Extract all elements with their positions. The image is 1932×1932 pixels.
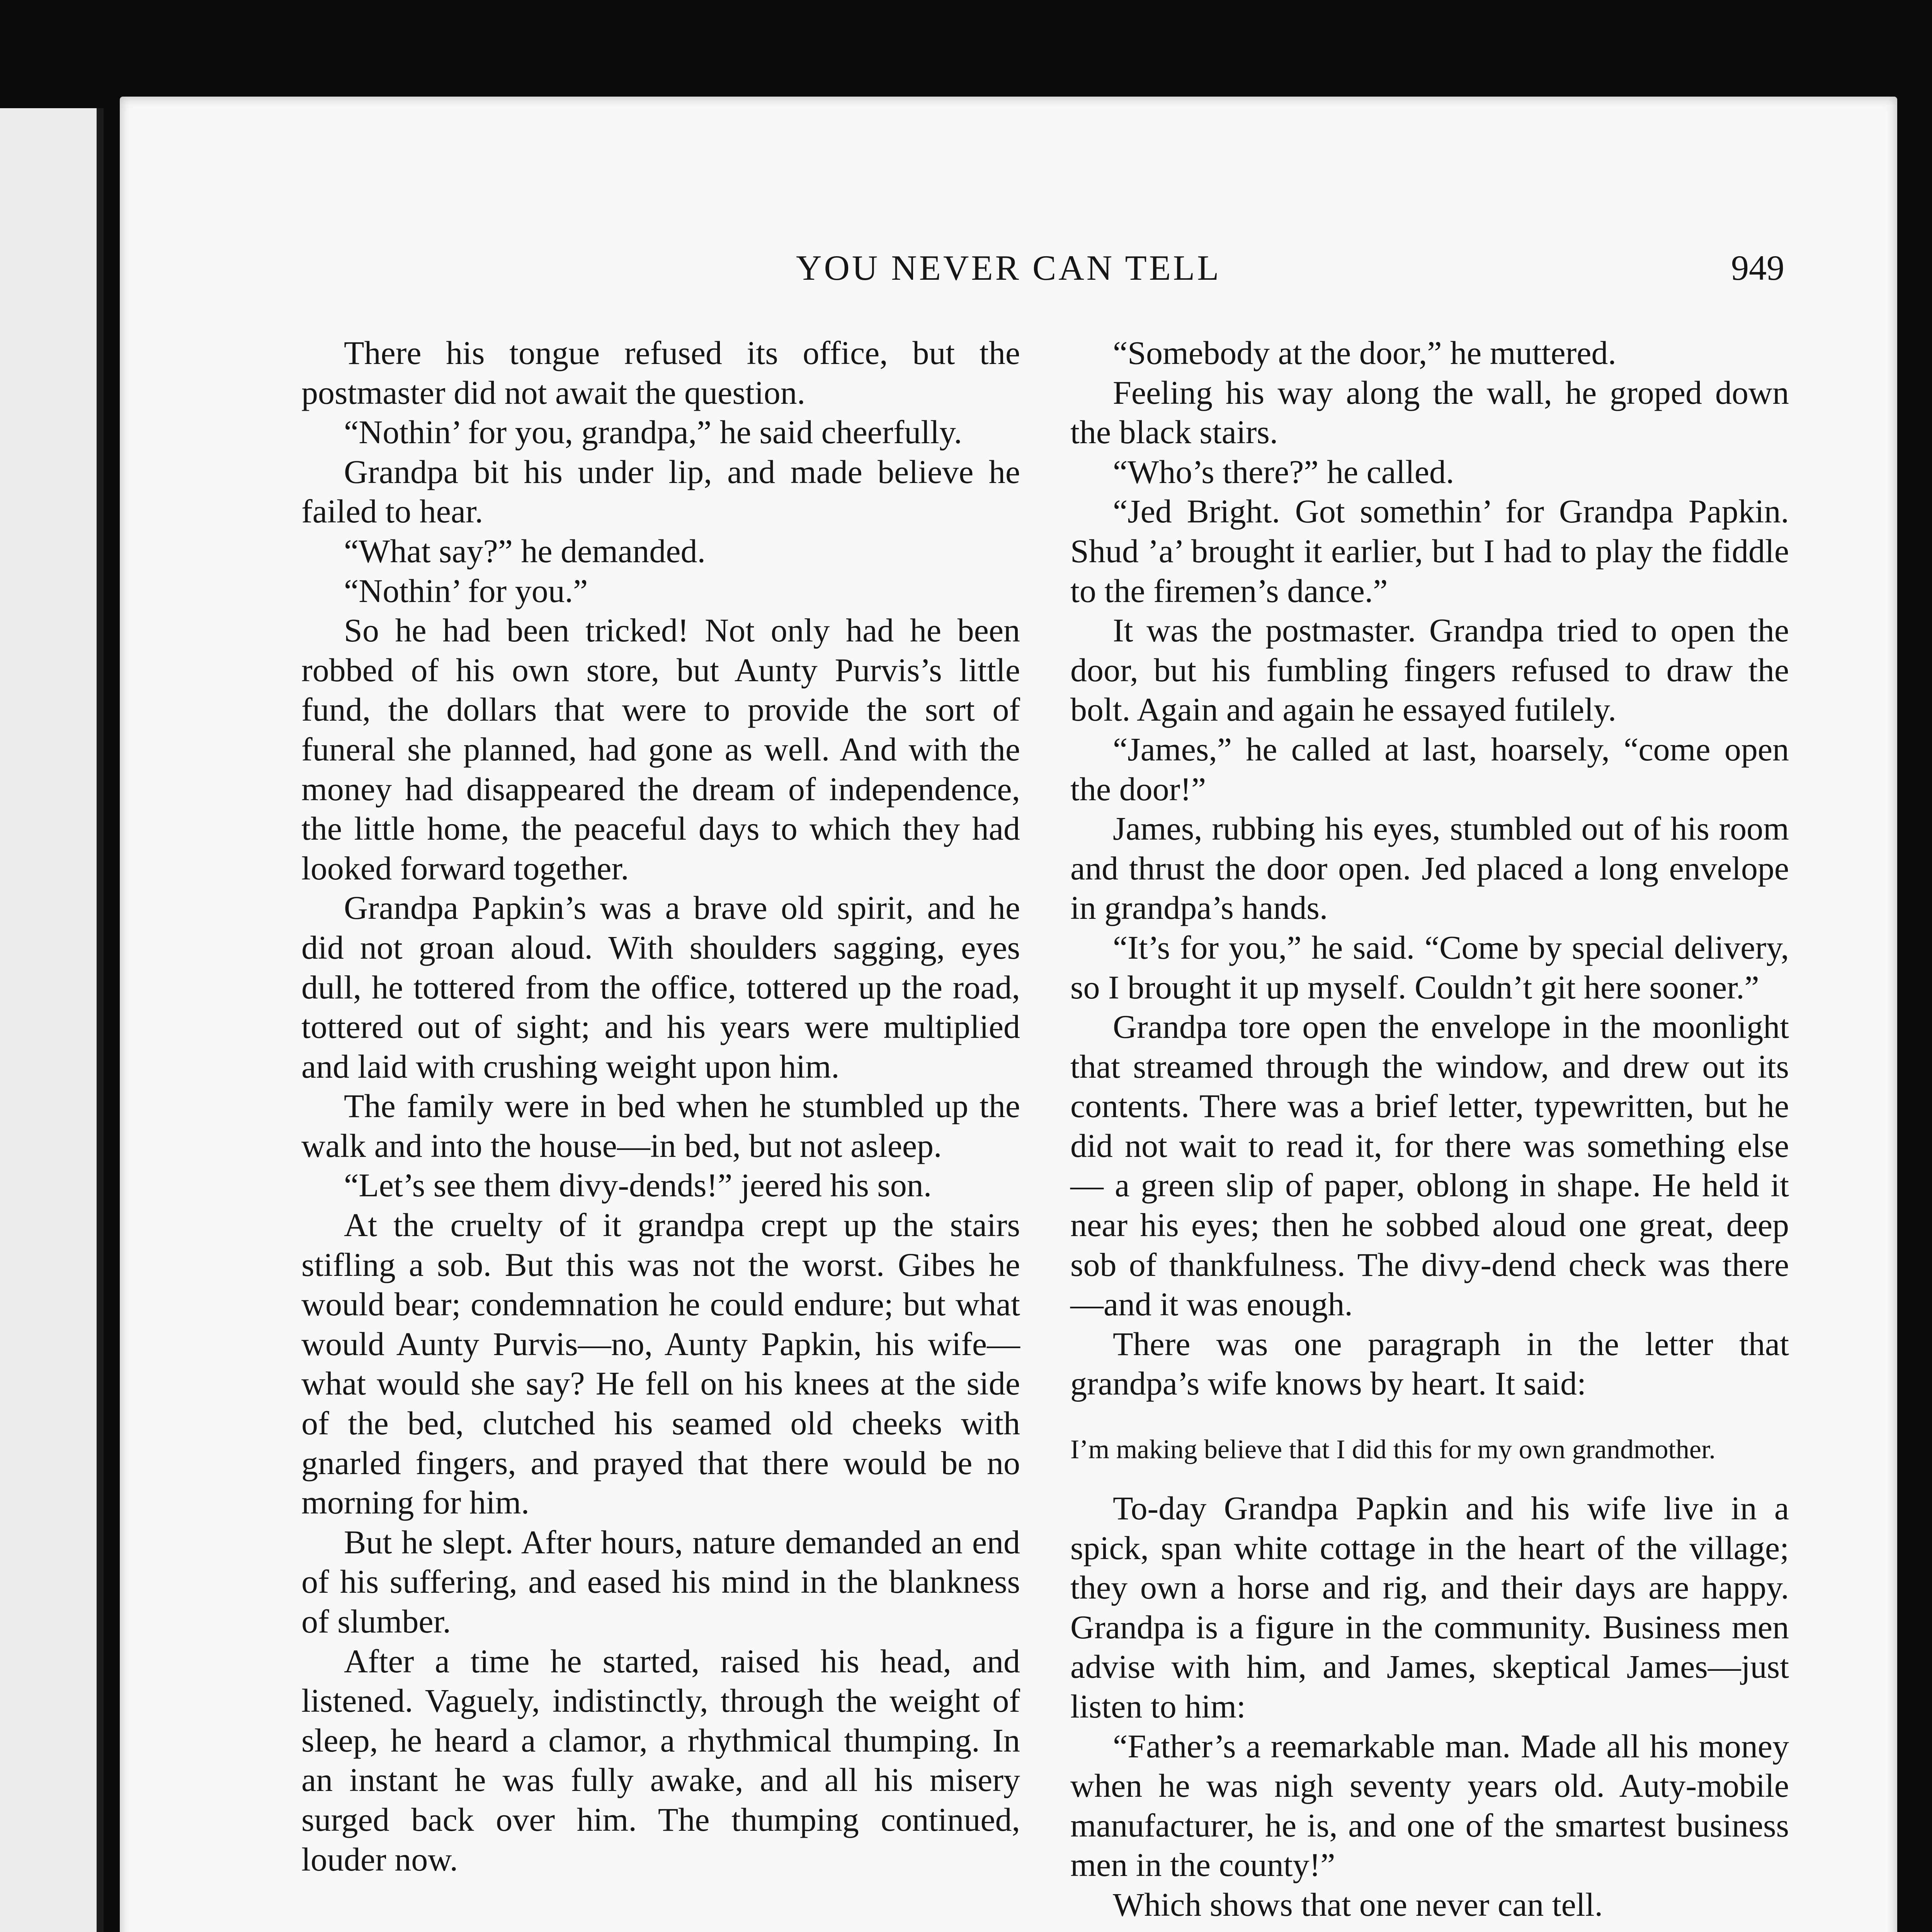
story-paragraph: Which shows that one never can tell. xyxy=(1113,1886,1603,1923)
story-paragraph: “Somebody at the door,” he muttered. xyxy=(1113,334,1616,371)
story-paragraph: James, rubbing his eyes, stumbled out of his room and thrust the door open. Jed placed a long envelope in grandpa’s hands. xyxy=(1070,810,1789,927)
running-title: YOU NEVER CAN TELL xyxy=(796,248,1221,287)
story-paragraph: To-day Grandpa Papkin and his wife live in a spick, span white cottage in the heart of the village; they own a horse and rig, and their days are happy. Grandpa is a figure in the community. Business men advise with him, and James, skeptical James—just listen to him: xyxy=(1070,1490,1789,1725)
facing-page-edge xyxy=(0,108,104,1932)
story-paragraph: “Nothin’ for you, grandpa,” he said cheerfully. xyxy=(344,413,962,451)
story-paragraph: So he had been tricked! Not only had he been robbed of his own store, but Aunty Purvis’s little fund, the dollars that were to provide the sort of funeral she planned, had gone as well. And with the money had disappeared the dream of independence, the little home, the peaceful days to which they had looked forward together. xyxy=(301,612,1020,887)
letter-quote: I’m making believe that I did this for my own grandmother. xyxy=(1070,1435,1716,1465)
story-paragraph: “James,” he called at last, hoarsely, “come open the door!” xyxy=(1070,730,1789,808)
story-paragraph: But he slept. After hours, nature demanded an end of his suffering, and eased his mind in the blankness of slumber. xyxy=(301,1523,1020,1640)
story-paragraph: “It’s for you,” he said. “Come by special delivery, so I brought it up myself. Couldn’t git here sooner.” xyxy=(1070,929,1789,1006)
story-paragraph: Grandpa Papkin’s was a brave old spirit, and he did not groan aloud. With shoulders sagging, eyes dull, he tottered from the office, tottered up the road, tottered out of sight; and his years were multiplied and laid with crushing weight upon him. xyxy=(301,889,1020,1085)
story-paragraph: “Jed Bright. Got somethin’ for Grandpa Papkin. Shud ’a’ brought it earlier, but I had to play the fiddle to the firemen’s dance.” xyxy=(1070,493,1789,609)
story-paragraph: “Let’s see them divy-dends!” jeered his son. xyxy=(344,1167,932,1204)
story-paragraph: “Nothin’ for you.” xyxy=(344,572,588,609)
story-right-column xyxy=(1070,333,1789,1925)
story-paragraph: “Father’s a reemarkable man. Made all his money when he was nigh seventy years old. Auty-mobile manufacturer, he is, and one of the smartest business men in the county!” xyxy=(1070,1727,1789,1884)
story-paragraph: “Who’s there?” he called. xyxy=(1113,453,1454,490)
story-paragraph: There was one paragraph in the letter that grandpa’s wife knows by heart. It said: xyxy=(1070,1325,1789,1402)
story-paragraph: After a time he started, raised his head, and listened. Vaguely, indistinctly, through the weight of sleep, he heard a clamor, a rhythmical thumping. In an instant he was fully awake, and all his misery surged back over him. The thumping continued, louder now. xyxy=(301,1642,1020,1878)
page-number: 949 xyxy=(1731,248,1784,287)
story-paragraph: The family were in bed when he stumbled up the walk and into the house—in bed, but not asleep. xyxy=(301,1087,1020,1164)
story-paragraph: Grandpa tore open the envelope in the moonlight that streamed through the window, and drew out its contents. There was a brief letter, typewritten, but he did not wait to read it, for there was something else — a green slip of paper, oblong in shape. He held it near his eyes; then he sobbed aloud one great, deep sob of thankfulness. The divy-dend check was there—and it was enough. xyxy=(1070,1008,1789,1323)
story-paragraph: “What say?” he demanded. xyxy=(344,532,706,570)
story-left-column xyxy=(301,333,1020,1879)
story-paragraph: Feeling his way along the wall, he groped down the black stairs. xyxy=(1070,374,1789,451)
story-paragraph: At the cruelty of it grandpa crept up the stairs stifling a sob. But this was not the worst. Gibes he would bear; condemnation he could endure; but what would Aunty Purvis—no, Aunty Papkin, his wife—what would she say? He fell on his knees at the side of the bed, clutched his seamed old cheeks with gnarled fingers, and prayed that there would be no morning for him. xyxy=(301,1206,1020,1521)
story-paragraph: There his tongue refused its office, but the postmaster did not await the question. xyxy=(301,334,1020,411)
magazine-page xyxy=(120,97,1897,1932)
story-paragraph: It was the postmaster. Grandpa tried to open the door, but his fumbling fingers refused to draw the bolt. Again and again he essayed futilely. xyxy=(1070,612,1789,728)
story-paragraph: Grandpa bit his under lip, and made believe he failed to hear. xyxy=(301,453,1020,530)
